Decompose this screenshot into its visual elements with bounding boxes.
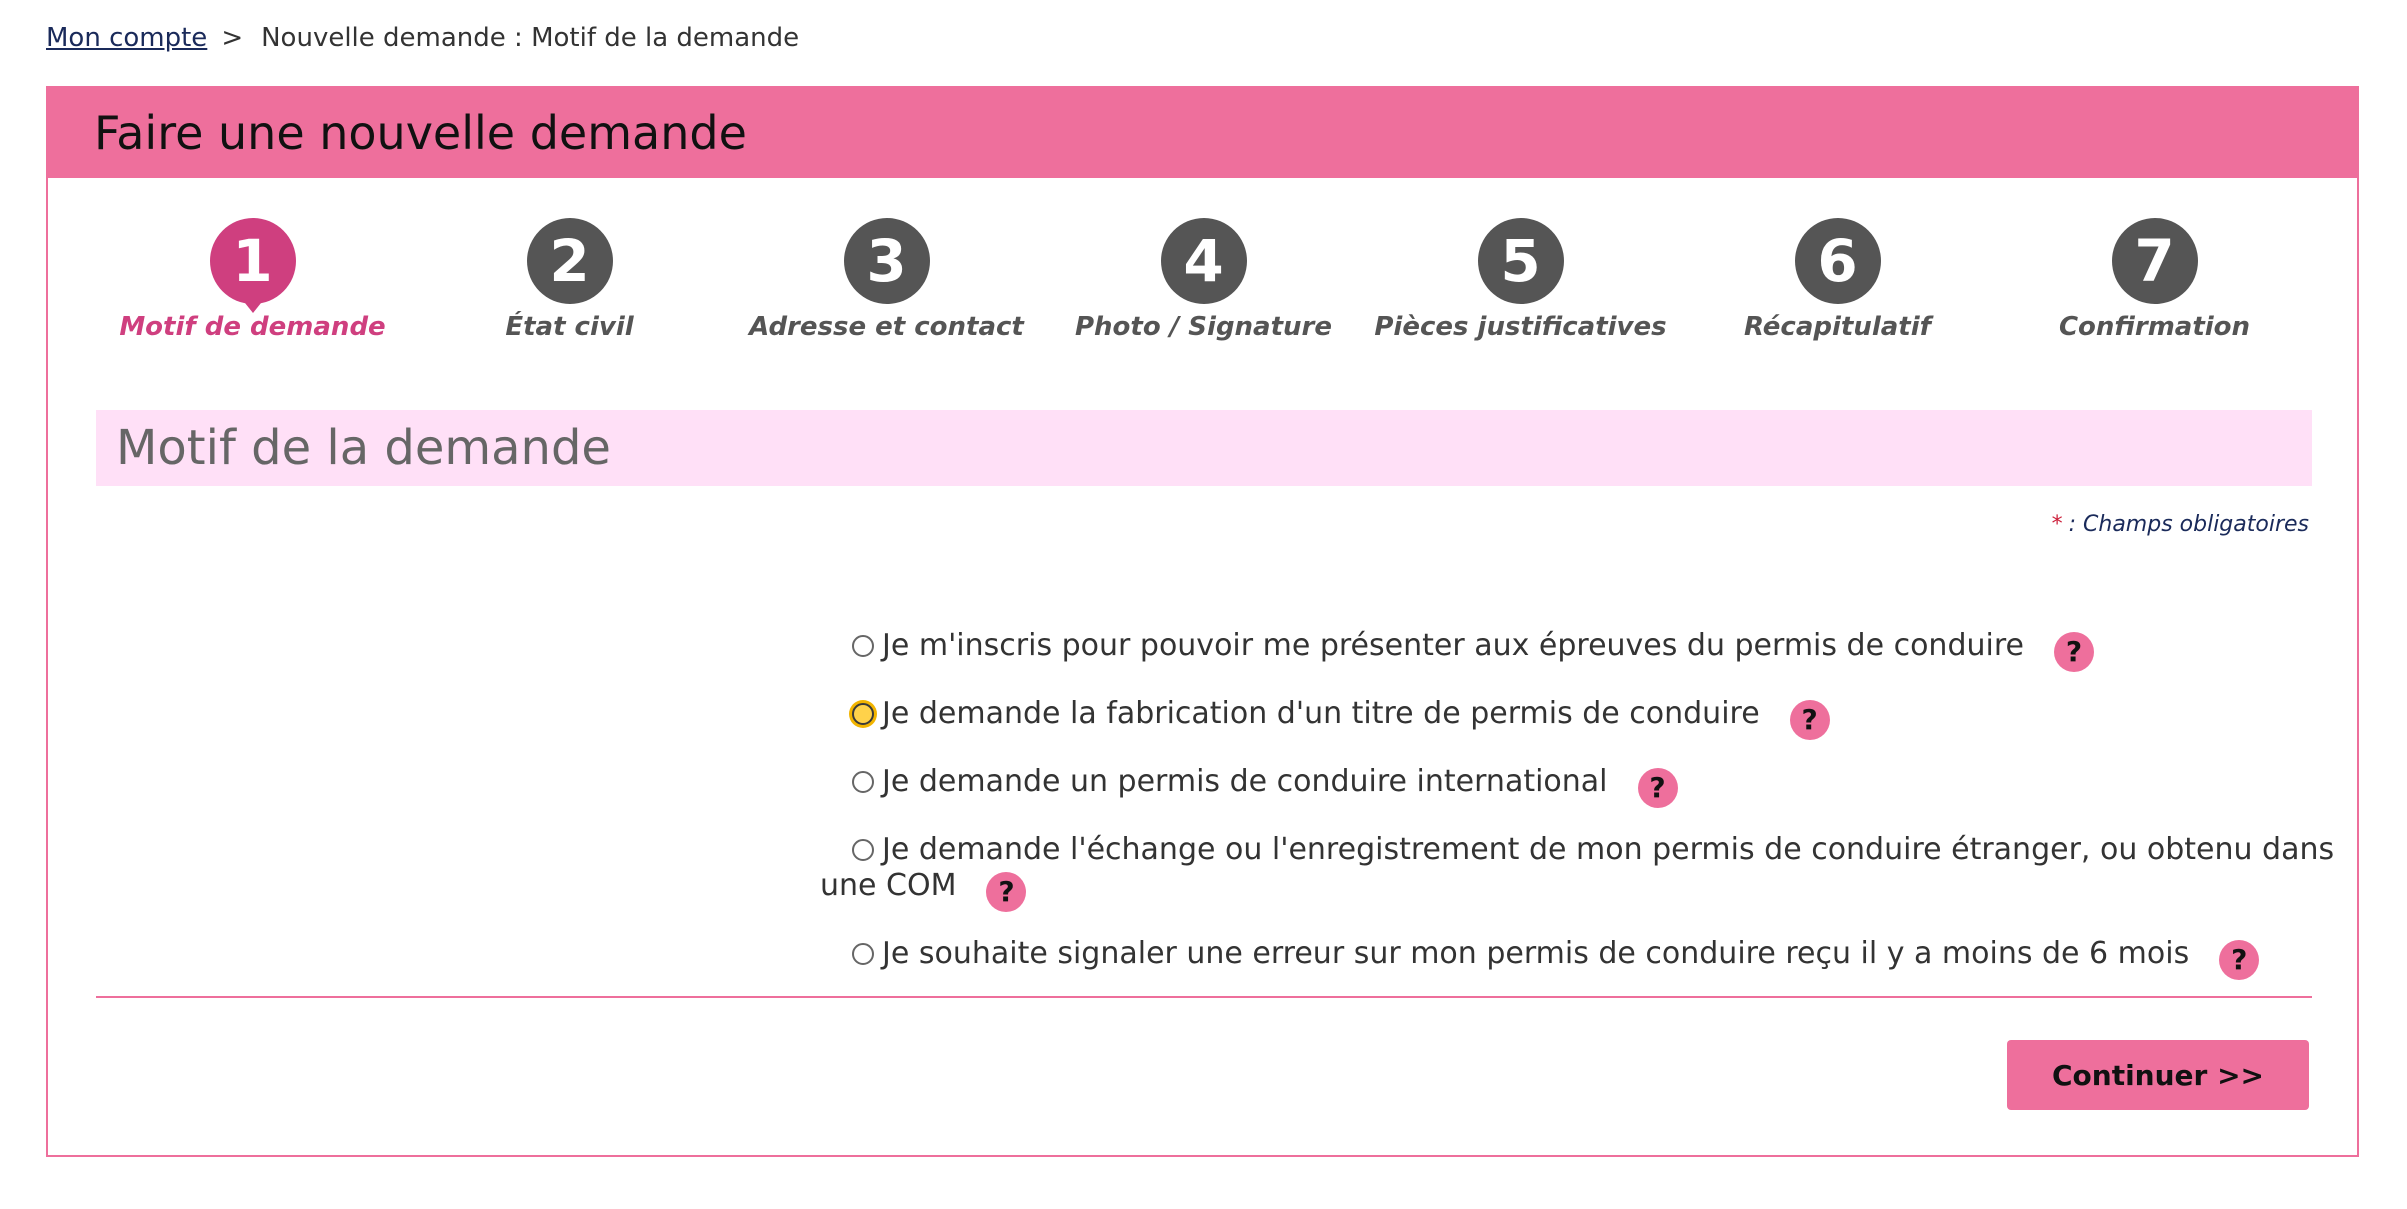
reason-option-echange: [820, 832, 2340, 912]
step-number: 1: [210, 218, 296, 304]
step-1: [94, 218, 411, 358]
panel-title: Faire une nouvelle demande: [94, 106, 747, 160]
step-number: 7: [2112, 218, 2198, 304]
step-number: 6: [1795, 218, 1881, 304]
option-label[interactable]: Je demande un permis de conduire international: [882, 764, 1608, 799]
section-title: Motif de la demande: [96, 410, 2312, 486]
continue-button[interactable]: Continuer >>: [2007, 1040, 2309, 1110]
step-number: 3: [844, 218, 930, 304]
step-label: Motif de demande: [119, 312, 386, 342]
option-label[interactable]: Je demande l'échange ou l'enregistrement de mon permis de conduire étranger, ou obtenu dans une COM: [820, 832, 2335, 903]
radio-button[interactable]: [852, 839, 874, 861]
step-label: Pièces justificatives: [1374, 312, 1667, 342]
option-label[interactable]: Je souhaite signaler une erreur sur mon permis de conduire reçu il y a moins de 6 mois: [882, 936, 2190, 971]
step-label: État civil: [505, 312, 634, 342]
help-icon[interactable]: ?: [1638, 768, 1678, 808]
radio-button[interactable]: [852, 943, 874, 965]
breadcrumb-link-mon-compte[interactable]: Mon compte: [46, 23, 208, 53]
breadcrumb-current: Nouvelle demande : Motif de la demande: [261, 23, 800, 53]
required-star: *: [2051, 512, 2063, 537]
step-5: [1362, 218, 1679, 358]
step-7: [1996, 218, 2313, 358]
radio-button[interactable]: [852, 703, 874, 725]
step-label: Récapitulatif: [1744, 312, 1931, 342]
required-fields-note: [2052, 512, 2309, 537]
panel-header: [48, 88, 2357, 178]
breadcrumb-separator: >: [221, 23, 244, 53]
step-3: [728, 218, 1045, 358]
help-icon[interactable]: ?: [2054, 632, 2094, 672]
step-label: Confirmation: [2058, 312, 2251, 342]
progress-stepper: [94, 218, 2314, 358]
step-6: [1679, 218, 1996, 358]
help-icon[interactable]: ?: [2219, 940, 2259, 980]
step-4: [1045, 218, 1362, 358]
step-label: Photo / Signature: [1074, 312, 1333, 342]
help-icon[interactable]: ?: [986, 872, 1026, 912]
reason-option-fabrication: [820, 696, 2340, 740]
help-icon[interactable]: ?: [1790, 700, 1830, 740]
request-panel: [46, 86, 2359, 1157]
radio-button[interactable]: [852, 771, 874, 793]
step-2: [411, 218, 728, 358]
option-label[interactable]: Je demande la fabrication d'un titre de permis de conduire: [882, 696, 1760, 731]
breadcrumb: [46, 20, 799, 56]
step-number: 4: [1161, 218, 1247, 304]
required-note-text: : Champs obligatoires: [2068, 512, 2309, 537]
reason-option-international: [820, 764, 2340, 808]
radio-button[interactable]: [852, 635, 874, 657]
reason-option-inscription: [820, 628, 2340, 672]
reason-option-erreur: [820, 936, 2340, 980]
step-number: 2: [527, 218, 613, 304]
reason-options: [820, 628, 2340, 1004]
step-label: Adresse et contact: [749, 312, 1024, 342]
step-number: 5: [1478, 218, 1564, 304]
divider: [96, 996, 2312, 998]
option-label[interactable]: Je m'inscris pour pouvoir me présenter aux épreuves du permis de conduire: [882, 628, 2024, 663]
